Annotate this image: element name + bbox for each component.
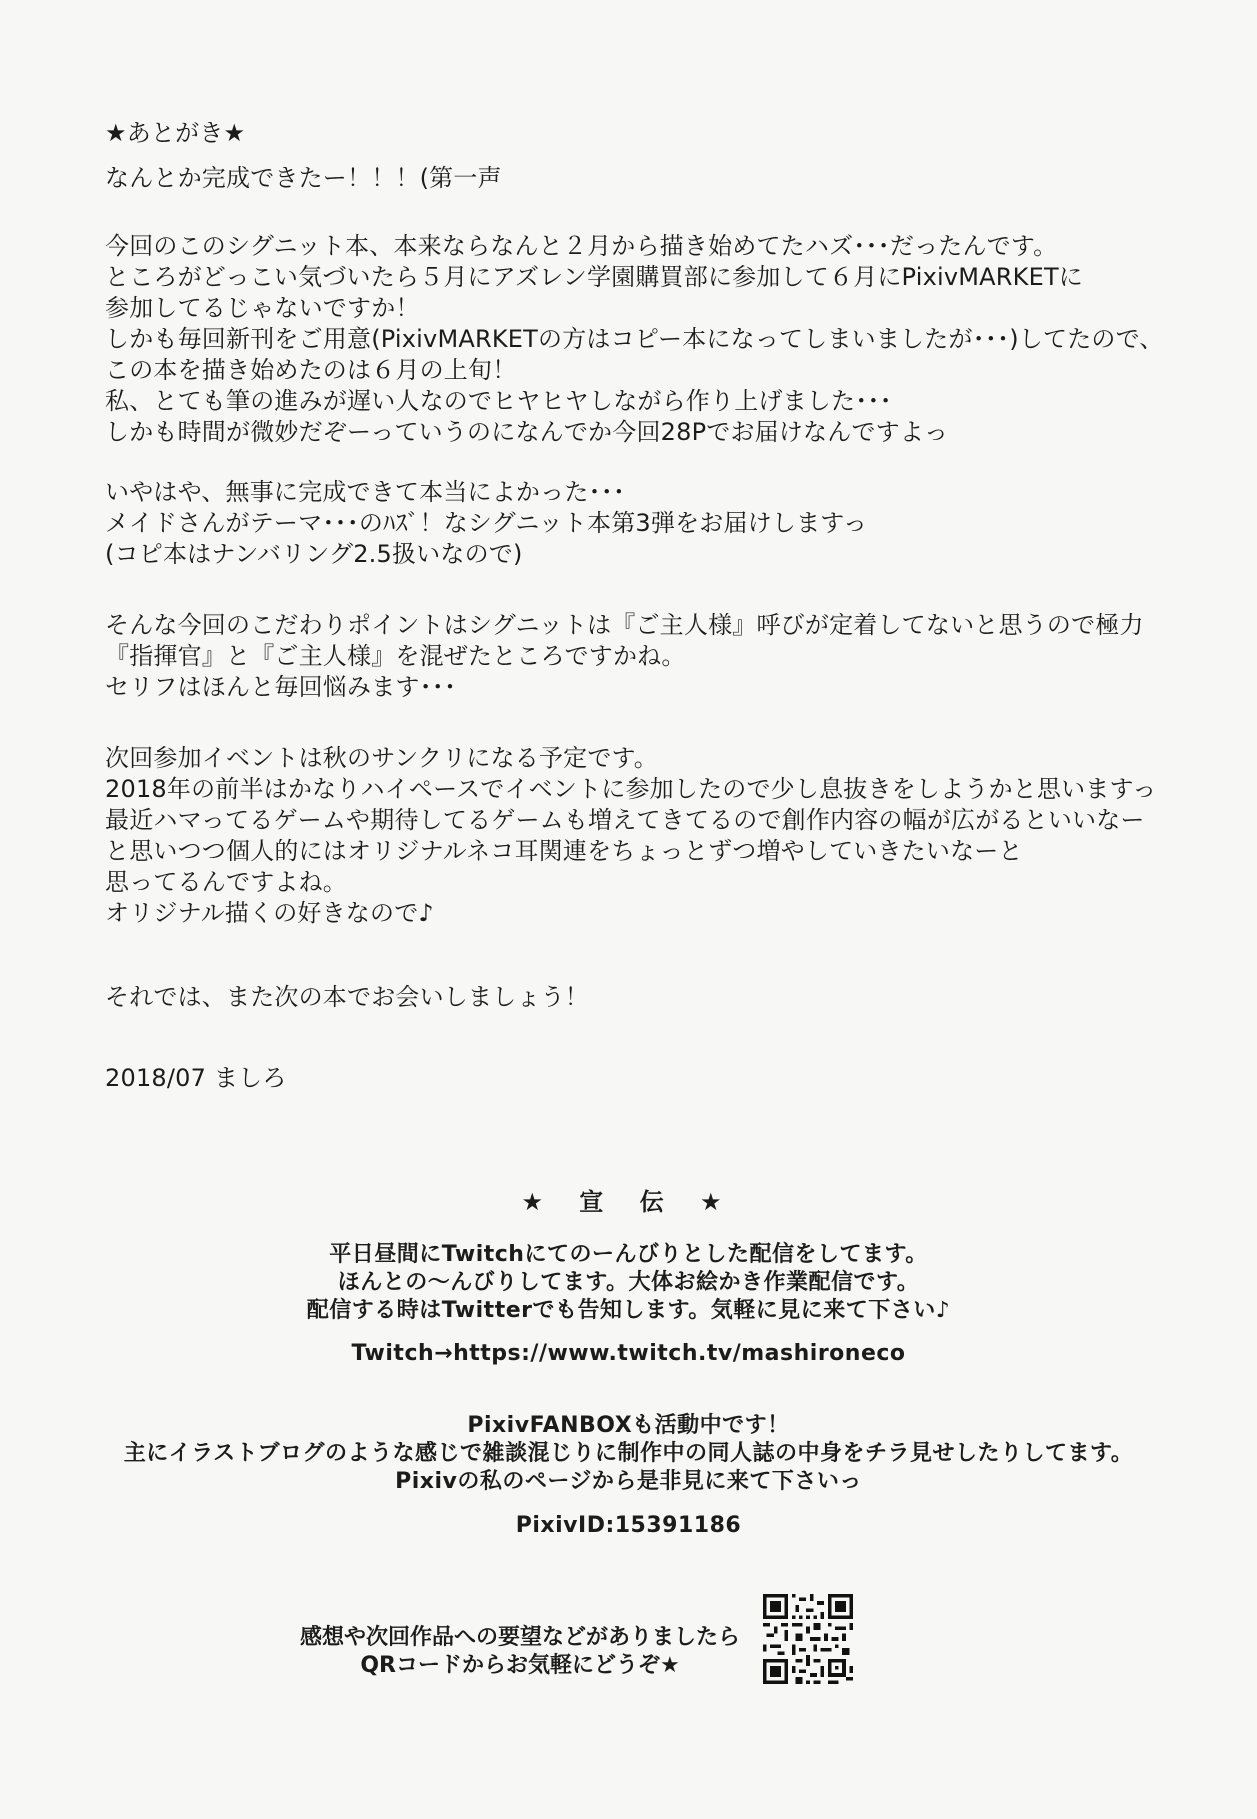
text-line: 『指揮官』と『ご主人様』を混ぜたところですかね。 — [105, 642, 686, 670]
fanbox-line: PixivFANBOXも活動中です！ — [467, 1413, 790, 1438]
text-line: 2018年の前半はかなりハイペースでイベントに参加したので少し息抜きをしようかと思いますっ — [105, 775, 1157, 803]
text-line: オリジナル描くの好きなので♪ — [105, 899, 434, 927]
text-line: それでは、また次の本でお会いしましょう！ — [105, 983, 589, 1011]
promo-title: ★ 宣 伝 ★ — [521, 1188, 736, 1216]
text-line: 次回参加イベントは秋のサンクリになる予定です。 — [105, 744, 658, 772]
text-line: 思ってるんですよね。 — [105, 868, 347, 896]
text-line: ところがどっこい気づいたら５月にアズレン学園購買部に参加して６月にPixivMARKETに — [105, 263, 1084, 291]
qr-caption: QRコードからお気軽にどうぞ★ — [360, 1653, 680, 1678]
fanbox-line: 主にイラストブログのような感じで雑談混じりに制作中の同人誌の中身をチラ見せしたりしてます。 — [123, 1441, 1134, 1466]
text-line: この本を描き始めたのは６月の上旬！ — [105, 356, 517, 384]
twitch-link: Twitch→https://www.twitch.tv/mashironeco — [351, 1341, 906, 1366]
signature-date: 2018/07 ましろ — [105, 1064, 287, 1092]
twitch-line: 配信する時はTwitterでも告知します。気軽に見に来て下さい♪ — [306, 1298, 951, 1323]
qr-code-icon — [763, 1594, 853, 1684]
text-line: しかも毎回新刊をご用意(PixivMARKETの方はコピー本になってしまいましたが･･･)してたので、 — [105, 325, 1164, 353]
text-line: いやはや、無事に完成できて本当によかった･･･ — [105, 478, 626, 506]
twitch-line: ほんとの～んびりしてます。大体お絵かき作業配信です。 — [337, 1270, 920, 1295]
text-line: 参加してるじゃないですか！ — [105, 294, 420, 322]
twitch-line: 平日昼間にTwitchにてのーんびりとした配信をしてます。 — [329, 1242, 928, 1267]
text-line: しかも時間が微妙だぞーっていうのになんでか今回28Pでお届けなんですよっ — [105, 418, 949, 446]
text-line: そんな今回のこだわりポイントはシグニットは『ご主人様』呼びが定着してないと思うので極力 — [105, 611, 1144, 639]
qr-caption: 感想や次回作品への要望などがありましたら — [299, 1625, 740, 1650]
text-line: 今回のこのシグニット本、本来ならなんと２月から描き始めてたハズ･･･だったんです。 — [105, 232, 1058, 260]
pixiv-id: PixivID:15391186 — [515, 1513, 742, 1538]
text-line: 私、とても筆の進みが遅い人なのでヒヤヒヤしながら作り上げました･･･ — [105, 387, 892, 415]
text-line: メイドさんがテーマ･･･のﾊｽﾞ！なシグニット本第3弾をお届けしますっ — [105, 509, 868, 537]
text-line: セリフはほんと毎回悩みます･･･ — [105, 673, 457, 701]
afterword-title: ★あとがき★ — [105, 119, 246, 147]
text-line: と思いつつ個人的にはオリジナルネコ耳関連をちょっとずつ増やしていきたいなーと — [105, 837, 1023, 865]
text-line: 最近ハマってるゲームや期待してるゲームも増えてきてるので創作内容の幅が広がるといいなー — [105, 806, 1145, 834]
fanbox-line: Pixivの私のページから是非見に来て下さいっ — [395, 1469, 862, 1494]
text-line: なんとか完成できたー！！！(第一声 — [105, 164, 502, 192]
text-line: (コピ本はナンバリング2.5扱いなので) — [105, 540, 523, 568]
